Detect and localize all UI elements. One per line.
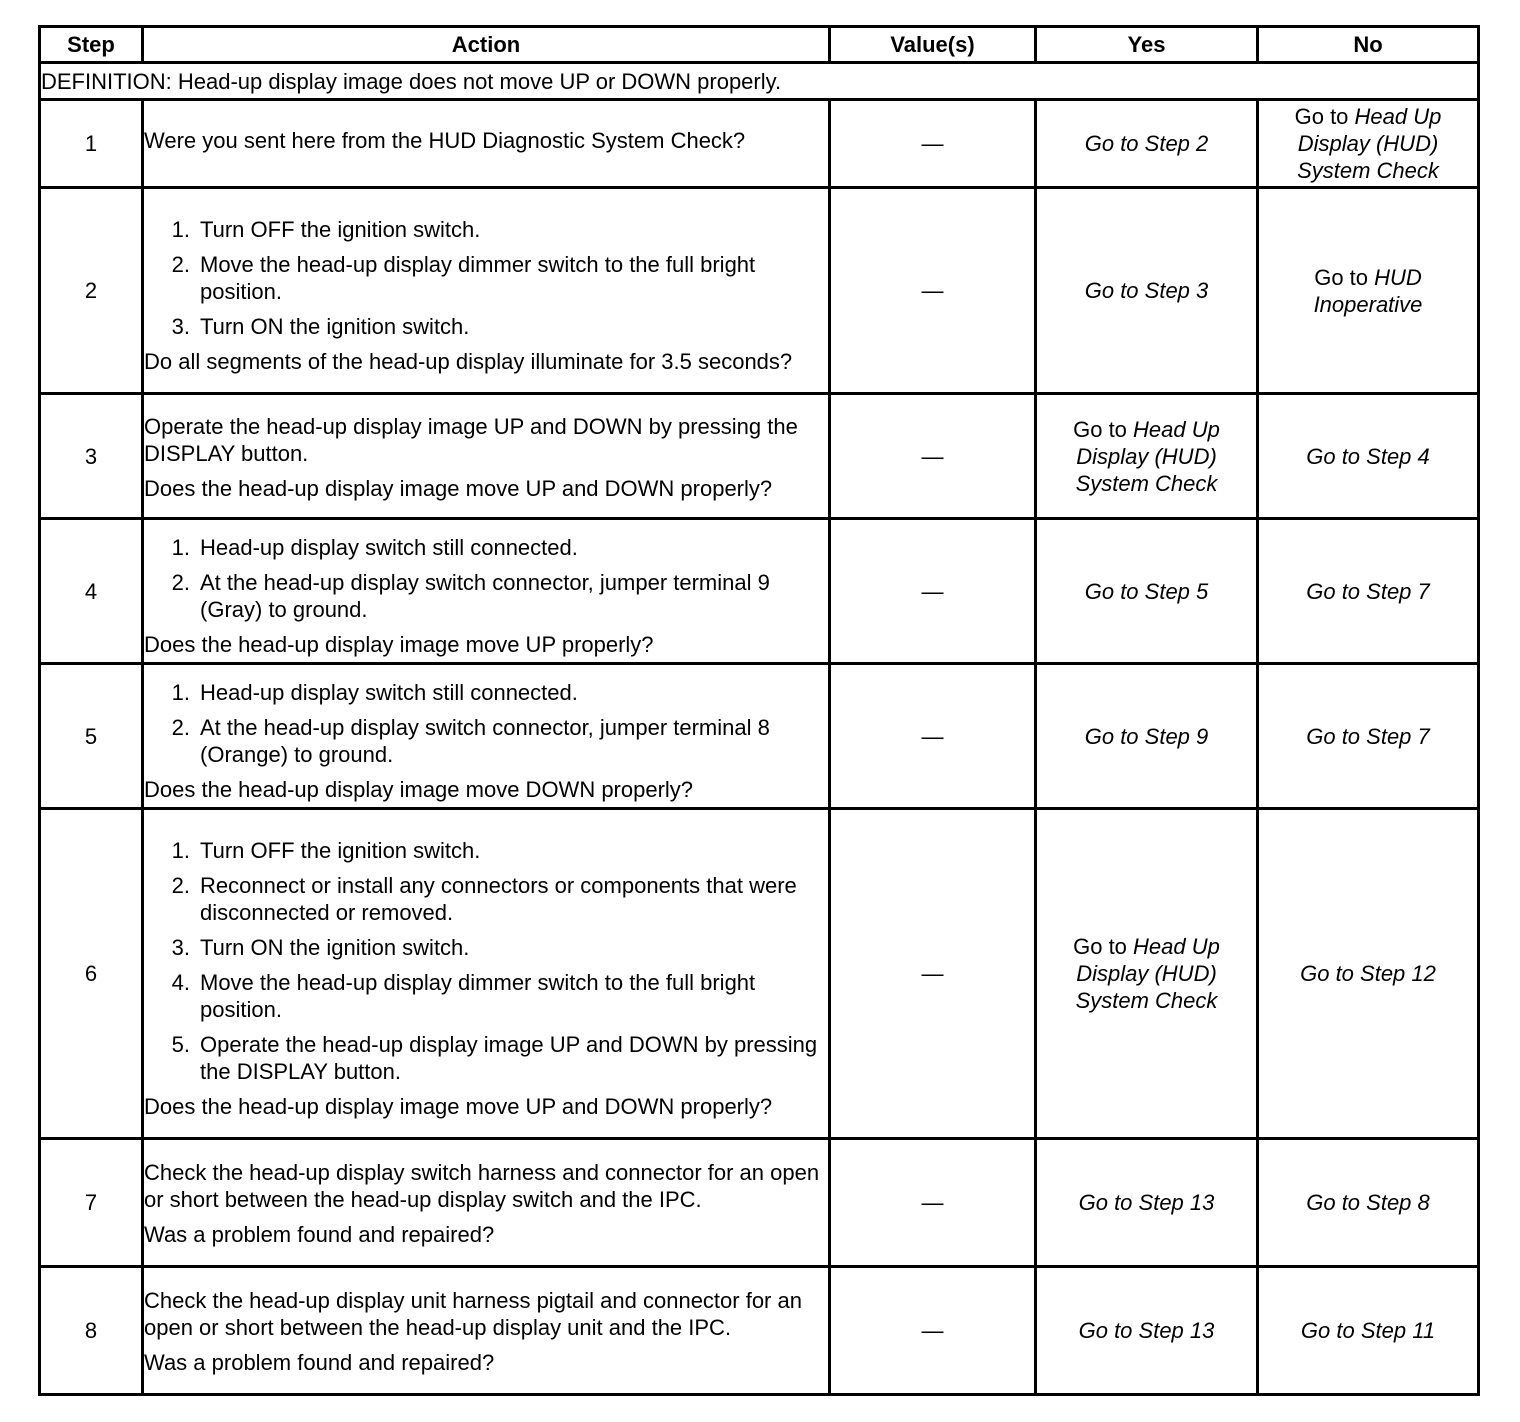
action-step-number: 1. — [171, 680, 190, 705]
action-intro: Check the head-up display unit harness pigtail and connector for an open or short between the head-up display unit and the IPC. — [144, 1288, 802, 1340]
yes-target: Head Up Display (HUD) System Check — [1075, 934, 1220, 1013]
value-cell — [830, 394, 1036, 519]
action-question: Does the head-up display image move UP and DOWN properly? — [144, 1094, 773, 1119]
action-intro: Operate the head-up display image UP and DOWN by pressing the DISPLAY button. — [144, 413, 798, 466]
value-cell — [830, 519, 1036, 664]
step-number: 5 — [40, 664, 143, 809]
no-prefix: Go to — [1314, 264, 1375, 290]
action-step-number: 2. — [171, 570, 190, 595]
action-cell — [143, 100, 830, 188]
yes-target: Go to Step 9 — [1084, 723, 1209, 749]
no-target: Go to Step 12 — [1300, 961, 1436, 986]
value-dash: — — [921, 443, 944, 469]
action-step-number: 3. — [171, 314, 190, 339]
action-step-text: At the head-up display switch connector, jumper terminal 8 (Orange) to ground. — [200, 715, 770, 767]
no-cell — [1258, 100, 1479, 188]
action-step-text: Head-up display switch still connected. — [200, 535, 578, 560]
action-cell — [143, 1267, 830, 1395]
yes-target: Go to Step 5 — [1084, 578, 1209, 604]
action-cell — [143, 664, 830, 809]
value-cell — [830, 809, 1036, 1139]
action-step-item — [144, 569, 828, 623]
header-step: Step — [40, 27, 143, 63]
table-row — [40, 188, 1479, 394]
action-steps-list — [144, 216, 828, 340]
yes-target: Go to Step 3 — [1084, 278, 1209, 303]
action-step-item — [144, 216, 828, 243]
action-step-item — [144, 534, 828, 561]
step-number: 3 — [40, 394, 143, 519]
action-step-number: 1. — [171, 535, 190, 560]
yes-target: Go to Step 13 — [1078, 1190, 1215, 1215]
no-target: Go to Step 7 — [1306, 578, 1430, 604]
step-number: 2 — [40, 188, 143, 394]
value-dash: — — [921, 578, 944, 604]
action-step-number: 5. — [171, 1032, 190, 1057]
no-cell — [1258, 394, 1479, 519]
value-dash: — — [921, 961, 944, 986]
value-cell — [830, 1139, 1036, 1267]
value-cell — [830, 188, 1036, 394]
diagnostic-table — [38, 25, 1480, 1396]
no-cell — [1258, 809, 1479, 1139]
header-yes: Yes — [1036, 27, 1258, 63]
no-cell — [1258, 1267, 1479, 1395]
action-step-text: At the head-up display switch connector, jumper terminal 9 (Gray) to ground. — [200, 570, 770, 622]
yes-target: Go to Step 2 — [1084, 131, 1209, 156]
value-cell — [830, 100, 1036, 188]
table-row — [40, 664, 1479, 809]
action-step-text: Move the head-up display dimmer switch to the full bright position. — [200, 970, 756, 1022]
yes-prefix: Go to — [1073, 416, 1134, 442]
action-question: Does the head-up display image move DOWN properly? — [144, 777, 694, 802]
action-cell — [143, 1139, 830, 1267]
action-step-item — [144, 313, 828, 340]
value-cell — [830, 1267, 1036, 1395]
no-target: Head Up Display (HUD) System Check — [1297, 104, 1442, 183]
table-row — [40, 809, 1479, 1139]
action-step-item — [144, 251, 828, 305]
value-dash: — — [921, 723, 944, 749]
action-question: Was a problem found and repaired? — [144, 1222, 495, 1247]
action-cell — [143, 188, 830, 394]
action-step-number: 2. — [171, 873, 190, 898]
action-step-text: Turn OFF the ignition switch. — [200, 217, 481, 242]
yes-target: Go to Step 13 — [1078, 1318, 1215, 1343]
action-step-item — [144, 1031, 828, 1085]
action-step-text: Move the head-up display dimmer switch to the full bright position. — [200, 252, 756, 304]
action-step-number: 1. — [171, 838, 190, 863]
value-dash: — — [921, 131, 944, 156]
header-action: Action — [143, 27, 830, 63]
header-row — [40, 27, 1479, 63]
yes-cell — [1036, 1139, 1258, 1267]
value-cell — [830, 664, 1036, 809]
action-step-item — [144, 872, 828, 926]
action-step-item — [144, 714, 828, 768]
no-target: Go to Step 4 — [1306, 443, 1430, 469]
no-cell — [1258, 664, 1479, 809]
action-intro: Were you sent here from the HUD Diagnostic System Check? — [144, 128, 746, 153]
yes-cell — [1036, 394, 1258, 519]
action-step-text: Operate the head-up display image UP and DOWN by pressing the DISPLAY button. — [200, 1032, 818, 1084]
yes-cell — [1036, 1267, 1258, 1395]
action-step-text: Turn OFF the ignition switch. — [200, 838, 481, 863]
action-step-number: 4. — [171, 970, 190, 995]
table-row — [40, 519, 1479, 664]
no-target: Go to Step 7 — [1306, 723, 1430, 749]
step-number: 8 — [40, 1267, 143, 1395]
action-question: Does the head-up display image move UP properly? — [144, 632, 654, 657]
action-step-text: Head-up display switch still connected. — [200, 680, 578, 705]
action-step-number: 2. — [171, 715, 190, 740]
yes-target: Head Up Display (HUD) System Check — [1075, 416, 1220, 496]
yes-cell — [1036, 809, 1258, 1139]
action-cell — [143, 519, 830, 664]
action-steps-list — [144, 837, 828, 1085]
table-row — [40, 1139, 1479, 1267]
yes-cell — [1036, 664, 1258, 809]
no-target: Go to Step 8 — [1306, 1190, 1430, 1215]
value-dash: — — [921, 1318, 944, 1343]
definition-text: DEFINITION: Head-up display image does not move UP or DOWN properly. — [40, 63, 1479, 100]
action-step-text: Turn ON the ignition switch. — [200, 314, 470, 339]
table-row — [40, 394, 1479, 519]
action-step-text: Turn ON the ignition switch. — [200, 935, 470, 960]
header-no: No — [1258, 27, 1479, 63]
no-target: HUD Inoperative — [1313, 264, 1423, 317]
action-steps-list — [144, 679, 828, 768]
step-number: 4 — [40, 519, 143, 664]
action-step-item — [144, 837, 828, 864]
definition-row — [40, 63, 1479, 100]
yes-cell — [1036, 188, 1258, 394]
header-values: Value(s) — [830, 27, 1036, 63]
action-step-item — [144, 934, 828, 961]
action-step-item — [144, 679, 828, 706]
no-cell — [1258, 188, 1479, 394]
action-cell — [143, 394, 830, 519]
action-question: Was a problem found and repaired? — [144, 1350, 495, 1375]
action-intro: Check the head-up display switch harness and connector for an open or short between the head-up display switch and the IPC. — [144, 1160, 820, 1212]
no-cell — [1258, 1139, 1479, 1267]
table-row — [40, 1267, 1479, 1395]
action-cell — [143, 809, 830, 1139]
action-question: Do all segments of the head-up display illuminate for 3.5 seconds? — [144, 349, 793, 374]
no-prefix: Go to — [1294, 104, 1355, 129]
action-step-number: 3. — [171, 935, 190, 960]
action-step-text: Reconnect or install any connectors or components that were disconnected or removed. — [200, 873, 797, 925]
value-dash: — — [921, 1190, 944, 1215]
action-step-item — [144, 969, 828, 1023]
action-steps-list — [144, 534, 828, 623]
action-step-number: 2. — [171, 252, 190, 277]
yes-prefix: Go to — [1073, 934, 1134, 959]
table-row — [40, 100, 1479, 188]
yes-cell — [1036, 100, 1258, 188]
no-cell — [1258, 519, 1479, 664]
no-target: Go to Step 11 — [1300, 1318, 1436, 1343]
step-number: 1 — [40, 100, 143, 188]
step-number: 6 — [40, 809, 143, 1139]
step-number: 7 — [40, 1139, 143, 1267]
action-question: Does the head-up display image move UP and DOWN properly? — [144, 475, 773, 501]
yes-cell — [1036, 519, 1258, 664]
value-dash: — — [921, 278, 944, 303]
action-step-number: 1. — [171, 217, 190, 242]
